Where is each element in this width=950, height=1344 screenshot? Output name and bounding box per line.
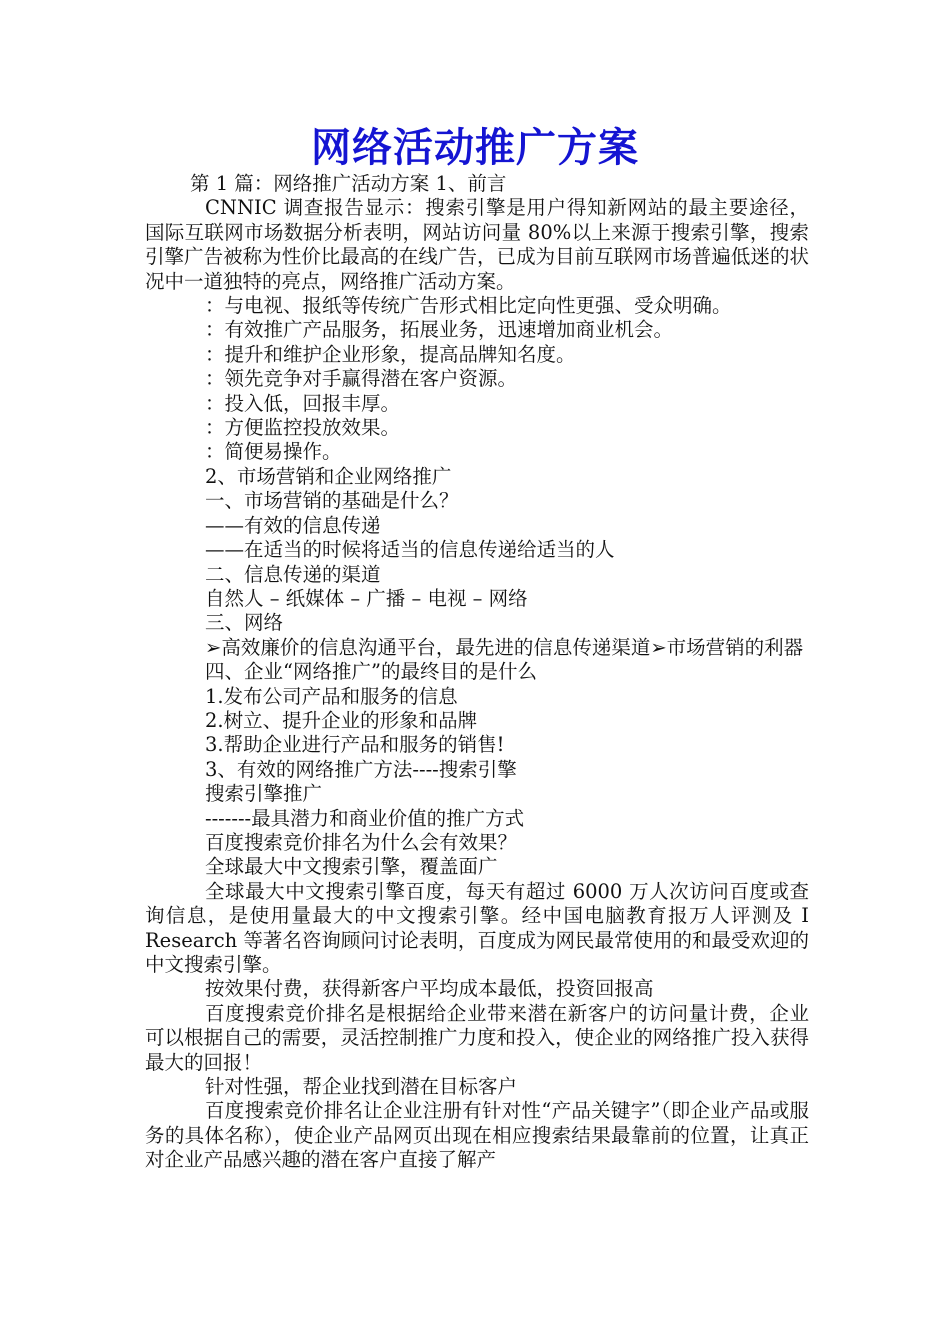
paragraph: -------最具潜力和商业价值的推广方式 <box>205 806 525 830</box>
paragraph: ➢高效廉价的信息沟通平台，最先进的信息传递渠道➢市场营销的利器 <box>205 635 804 659</box>
paragraph: 一、市场营销的基础是什么？ <box>205 489 459 513</box>
paragraph: 百度搜索竞价排名为什么会有效果？ <box>205 830 518 854</box>
document-body <box>145 172 809 1173</box>
list-item: ：与电视、报纸等传统广告形式相比定向性更强、受众明确。 <box>205 294 732 318</box>
paragraph: 第 1 篇：网络推广活动方案 1、前言 <box>190 172 507 195</box>
paragraph: 按效果付费，获得新客户平均成本最低，投资回报高 <box>205 977 654 1001</box>
paragraph: 全球最大中文搜索引擎百度，每天有超过 6000 万人次访问百度或查询信息，是使用量最大的中文搜索引擎。经中国电脑教育报万人评测及 I Research 等著名咨询顾问讨论表明，百度成为网民最常使用的和最受欢迎的中文搜索引擎。 <box>145 879 809 976</box>
paragraph: 三、网络 <box>205 611 284 635</box>
list-item: 1.发布公司产品和服务的信息 <box>205 684 458 708</box>
paragraph: ——在适当的时候将适当的信息传递给适当的人 <box>205 538 615 562</box>
paragraph: 全球最大中文搜索引擎，覆盖面广 <box>205 855 498 879</box>
paragraph: 百度搜索竞价排名让企业注册有针对性“产品关键字”（即企业产品或服务的具体名称），使企业产品网页出现在相应搜索结果最靠前的位置，让真正对企业产品感兴趣的潜在客户直接了解产 <box>145 1099 809 1172</box>
paragraph: ——有效的信息传递 <box>205 513 381 537</box>
paragraph: 四、企业“网络推广”的最终目的是什么 <box>205 660 537 684</box>
list-item: ：提升和维护企业形象，提高品牌知名度。 <box>205 342 576 366</box>
paragraph: 百度搜索竞价排名是根据给企业带来潜在新客户的访问量计费，企业可以根据自己的需要，灵活控制推广力度和投入，使企业的网络推广投入获得最大的回报！ <box>145 1001 809 1074</box>
paragraph: CNNIC 调查报告显示：搜索引擎是用户得知新网站的最主要途径，国际互联网市场数据分析表明，网站访问量 80%以上来源于搜索引擎，搜索引擎广告被称为性价比最高的在线广告，已成为目前互联网市场普遍低迷的状况中一道独特的亮点，网络推广活动方案。 <box>145 196 809 293</box>
list-item: 2.树立、提升企业的形象和品牌 <box>205 708 478 732</box>
list-item: 3.帮助企业进行产品和服务的销售! <box>205 733 505 757</box>
paragraph: 针对性强，帮企业找到潜在目标客户 <box>205 1075 518 1099</box>
paragraph: 自然人 – 纸媒体 – 广播 – 电视 – 网络 <box>205 586 528 610</box>
section-heading: 2、市场营销和企业网络推广 <box>205 464 452 488</box>
section-heading: 3、有效的网络推广方法----搜索引擎 <box>205 757 517 781</box>
list-item: ：投入低，回报丰厚。 <box>205 391 401 415</box>
paragraph: 搜索引擎推广 <box>205 782 323 806</box>
list-item: ：方便监控投放效果。 <box>205 416 401 440</box>
list-item: ：简便易操作。 <box>205 440 342 464</box>
list-item: ：有效推广产品服务，拓展业务，迅速增加商业机会。 <box>205 318 674 342</box>
document-title: 网络活动推广方案 <box>311 125 639 171</box>
list-item: ：领先竞争对手赢得潜在客户资源。 <box>205 367 518 391</box>
paragraph: 二、信息传递的渠道 <box>205 562 381 586</box>
